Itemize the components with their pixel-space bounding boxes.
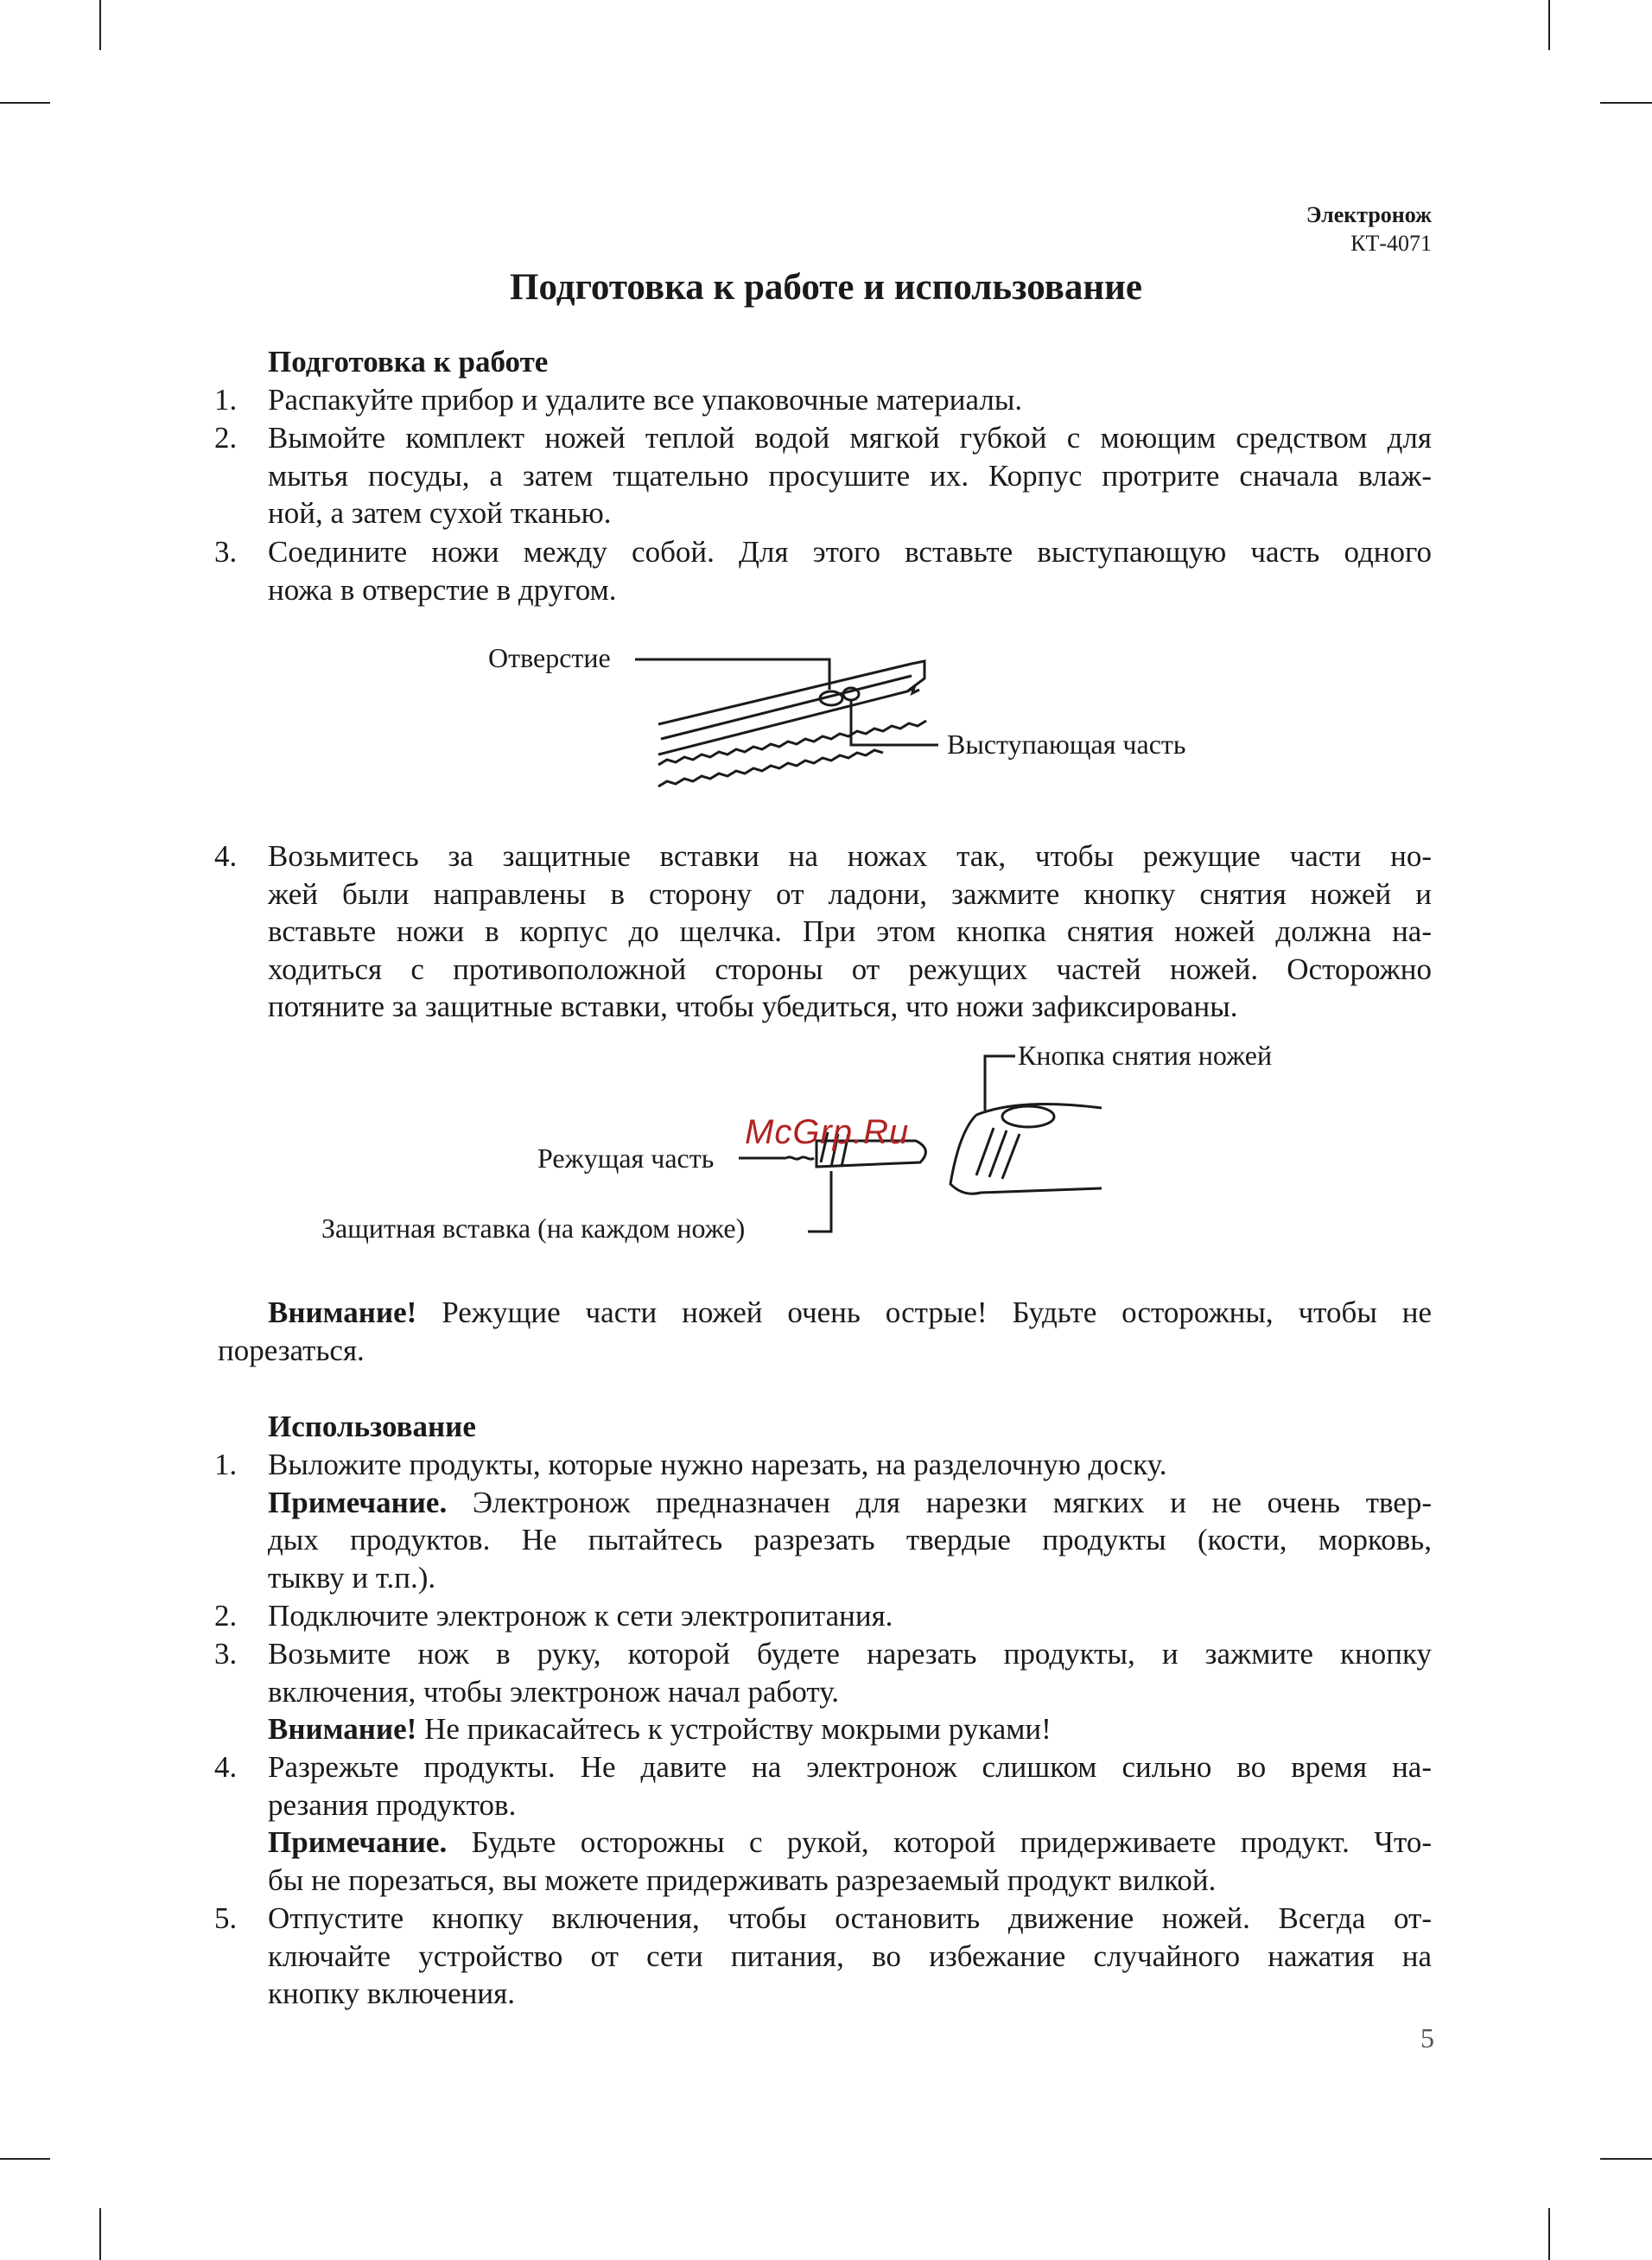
header-model: КТ-4071: [1350, 231, 1432, 256]
item-text: жей были направлены в сторону от ладони, зажмите кнопку снятия ножей и: [268, 876, 1432, 911]
handle-grip: [976, 1128, 1020, 1179]
list-item: [214, 533, 1432, 608]
item-text: вставьте ножи в корпус до щелчка. При этом кнопка снятия ножей должна на-: [268, 914, 1432, 948]
label-release-button: Кнопка снятия ножей: [1018, 1040, 1273, 1071]
page-number: 5: [1420, 2022, 1434, 2053]
item-number: 3.: [214, 1637, 238, 1671]
crop-mark: [1600, 102, 1652, 104]
item-text: Соедините ножи между собой. Для этого вставьте выступающую часть одного: [268, 535, 1432, 569]
item-number: 1.: [214, 1448, 238, 1481]
label-protrusion: Выступающая часть: [947, 729, 1186, 760]
release-button-shape: [1002, 1106, 1054, 1127]
note-text: дых продуктов. Не пытайтесь разрезать твердые продукты (кости, морковь,: [268, 1523, 1432, 1557]
item-text: Вымойте комплект ножей теплой водой мягкой губкой с моющим средством для: [268, 421, 1432, 455]
blade-tip: [786, 1157, 814, 1159]
item-text: Разрежьте продукты. Не давите на электронож слишком сильно во время на-: [268, 1750, 1432, 1784]
protrusion-leader-line: [851, 700, 938, 745]
crop-mark: [99, 0, 101, 50]
item-number: 2.: [214, 421, 238, 455]
item-text: ножа в отверстие в другом.: [268, 572, 617, 607]
page-title: Подготовка к работе и использование: [510, 267, 1142, 308]
note-text: Будьте осторожны с рукой, которой придерживаете продукт. Что-: [471, 1825, 1432, 1859]
list-item: [214, 1597, 1432, 1635]
label-hole: Отверстие: [488, 642, 611, 673]
list-item: [214, 1748, 1432, 1899]
section-heading-preparation: Подготовка к работе: [268, 345, 549, 379]
hole-shape: [820, 691, 842, 705]
item-text: Распакуйте прибор и удалите все упаковочные материалы.: [268, 383, 1023, 417]
item-text: Возьмите нож в руку, которой будете нарезать продукты, и зажмите кнопку: [268, 1637, 1432, 1671]
warning-text: порезаться.: [218, 1333, 365, 1367]
item-text: потяните за защитные вставки, чтобы убедиться, что ножи зафиксированы.: [268, 990, 1238, 1023]
item-text: Выложите продукты, которые нужно нарезать, на разделочную доску.: [268, 1448, 1167, 1481]
crop-mark: [1600, 2158, 1652, 2160]
item-number: 1.: [214, 383, 238, 417]
list-item: [214, 837, 1432, 1026]
item-text: включения, чтобы электронож начал работу.: [268, 1674, 839, 1709]
list-item: [214, 419, 1432, 532]
item-number: 2.: [214, 1599, 238, 1633]
warning-text: Не прикасайтесь к устройству мокрыми руками!: [424, 1712, 1052, 1746]
item-text: Подключите электронож к сети электропитания.: [268, 1599, 893, 1633]
blade-serration: [658, 721, 926, 765]
list-item: [214, 1446, 1432, 1596]
list-item: [214, 1635, 1432, 1748]
crop-mark: [1548, 2208, 1550, 2260]
label-guard: Защитная вставка (на каждом ноже): [321, 1213, 746, 1244]
watermark: McGrp.Ru: [745, 1113, 910, 1151]
item-text: ной, а затем сухой тканью.: [268, 496, 612, 530]
crop-mark: [99, 2208, 101, 2260]
crop-mark: [0, 2158, 50, 2160]
note-text: бы не порезаться, вы можете придерживать разрезаемый продукт вилкой.: [268, 1862, 1217, 1897]
item-text: Возьмитесь за защитные вставки на ножах так, чтобы режущие части но-: [268, 839, 1432, 873]
list-item: [214, 381, 1432, 419]
item-number: 4.: [214, 839, 238, 873]
crop-mark: [1548, 0, 1550, 50]
hole-leader-line: [635, 659, 829, 690]
release-button-leader: [985, 1056, 1015, 1111]
warning-paragraph: [218, 1294, 1432, 1369]
list-item: [214, 1900, 1432, 2013]
label-cutting-part: Режущая часть: [537, 1143, 715, 1174]
item-number: 3.: [214, 535, 238, 569]
item-text: кнопку включения.: [268, 1977, 515, 2010]
warning-label: Внимание!: [268, 1712, 417, 1746]
item-text: резания продуктов.: [268, 1787, 517, 1822]
blade-upper: [658, 661, 924, 754]
item-number: 5.: [214, 1901, 238, 1935]
warning-text: Режущие части ножей очень острые! Будьте осторожны, чтобы не: [442, 1296, 1432, 1329]
note-label: Примечание.: [268, 1485, 448, 1519]
handle-body: [950, 1115, 1102, 1194]
header-product: Электронож: [1306, 202, 1432, 227]
protrusion-shape: [843, 688, 859, 700]
item-text: мытья посуды, а затем тщательно просушите их. Корпус протрите сначала влаж-: [268, 458, 1432, 493]
blade-serration: [658, 750, 883, 786]
item-text: Отпустите кнопку включения, чтобы остановить движение ножей. Всегда от-: [268, 1901, 1432, 1935]
item-number: 4.: [214, 1750, 238, 1784]
crop-mark: [0, 102, 50, 104]
note-text: Электронож предназначен для нарезки мягких и не очень твер-: [472, 1485, 1432, 1519]
guard-leader: [808, 1171, 831, 1232]
note-label: Примечание.: [268, 1825, 448, 1859]
section-heading-usage: Использование: [268, 1410, 476, 1443]
note-text: тыкву и т.п.).: [268, 1560, 436, 1595]
item-text: ходиться с противоположной стороны от режущих частей ножей. Осторожно: [268, 952, 1432, 986]
item-text: ключайте устройство от сети питания, во избежание случайного нажатия на: [268, 1939, 1432, 1973]
warning-label: Внимание!: [268, 1296, 417, 1329]
